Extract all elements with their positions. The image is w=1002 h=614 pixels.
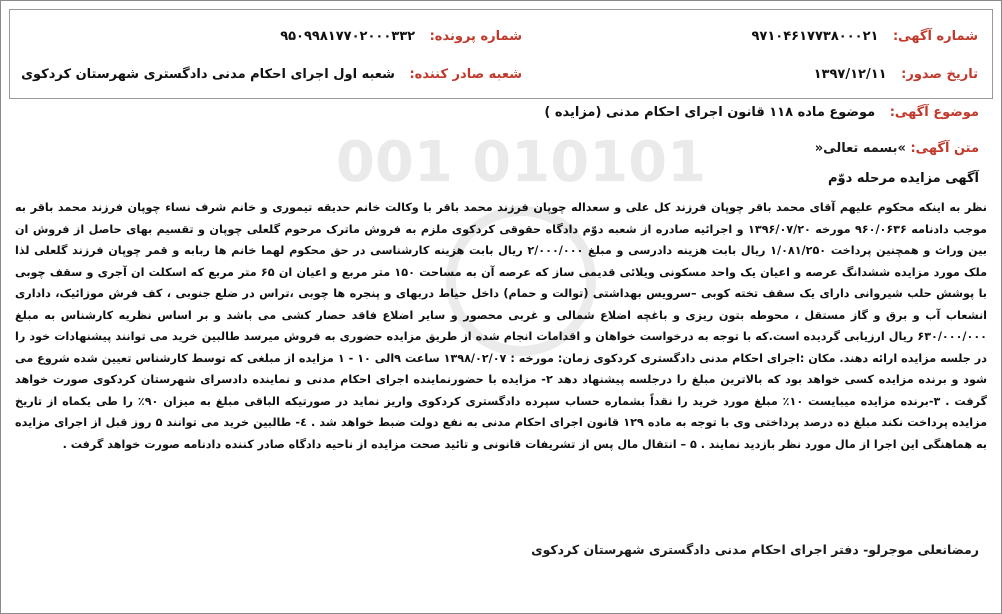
ad-number: ۹۷۱۰۴۶۱۷۷۳۸۰۰۰۲۱ <box>751 29 879 44</box>
case-number-row <box>280 28 522 46</box>
issuer-label: شعبه صادر کننده: <box>409 67 522 82</box>
notice-heading: آگهی مزایده مرحله دوّم <box>828 171 979 186</box>
text-label: متن آگهی: <box>910 141 979 156</box>
case-number-label: شماره پرونده: <box>429 29 522 44</box>
ad-number-row <box>752 28 979 46</box>
issue-date-label: تاریخ صدور: <box>901 67 978 82</box>
subject-label: موضوع آگهی: <box>889 105 979 120</box>
issuer-row <box>21 66 522 84</box>
text-label-row <box>815 141 979 156</box>
watermark-text: 010101 001 <box>335 130 707 195</box>
subject-row <box>544 105 979 120</box>
ad-number-label: شماره آگهی: <box>892 29 978 44</box>
issuer: شعبه اول اجرای احکام مدنی دادگستری شهرستان کردکوی <box>21 67 395 82</box>
signature: رمضانعلی موجرلو- دفتر اجرای احکام مدنی دادگستری شهرستان کردکوی <box>531 542 979 557</box>
issue-date-row <box>814 66 978 84</box>
case-number: ۹۵۰۹۹۸۱۷۷۰۲۰۰۰۳۳۲ <box>280 29 416 44</box>
issue-date: ۱۳۹۷/۱۲/۱۱ <box>813 67 887 82</box>
subject-text: موضوع ماده ۱۱۸ قانون اجرای احکام مدنی (مزایده ) <box>544 105 876 120</box>
notice-body: نظر به اینکه محکوم علیهم آقای محمد باقر چوپان فرزند کل علی و سعداله چوپان فرزند محمد باقر با وکالت خانم حدیقه تیموری و خانم شرف نساء چوپان فرزند محمد باقر به موجب دادنامه ۹۶۰/۰۶۳۶ مورخه ۱۳۹۶/۰۷/۲۰ و اجرائیه صادره از شعبه دوّم دادگاه حقوقی کردکوی ملزم به فروش ماترک مرحوم گلعلی چوپان و تقسیم بهای حاصل از فروش ان بین وراث و همچنین پرداخت ۱/۰۸۱/۲۵۰ ریال بابت هزینه دادرسی و مبلغ ۲/۰۰۰/۰۰۰ ریال بابت هزینه کارشناسی در حق محکوم لهما خانم ها ربابه و قمر چوپان فرزند گلعلی لذا ملک مورد مزایده ششدانگ عرصه و اعیان یک واحد مسکونی ویلائی قدیمی ساز که عرصه آن به مساحت ۱۵۰ متر مربع و اعیان ان ۶۵ متر مربع که اسکلت ان آجری و سقف چوبی با پوشش حلب شیروانی دارای یک سقف تخته کوبی –سرویس بهداشتی (توالت و حمام) داخل حیاط دربهای و پنجره ها چوبی ،تراس در ضلع جنوبی ، کف فرش موزائیک، داداری انشعاب آب و برق و گاز مستقل ، محوطه بتون ریزی و باغچه اضلاع شمالی و غربی محصور و سایر اضلاع فاقد حصار کشی می باشد و بر اساس نظریه کارشناس به مبلغ ۶۳۰/۰۰۰/۰۰۰ ریال ارزیابی گردیده است.که با توجه به درخواست خواهان و اقدامات انجام شده از طریق مزایده حضوری به فروش میرسد طالبین خرید می توانند پیشنهادات خود را در جلسه مزایده ارائه دهند. مکان :اجرای احکام مدنی دادگستری کردکوی زمان: مورخه : ۱۳۹۸/۰۲/۰۷ ساعت ۹الی ۱۰ - ۱ مزایده از مبلغی که توسط کارشناس تعیین شده شروع می شود و برنده مزایده کسی خواهد بود که بالاترین مبلغ را درجلسه پیشنهاد دهد ۲- مزایده با حضورنماینده اجرای احکام مدنی و نماینده دادسرای شهرستان کردکوی صورت خواهد گرفت . ۳-برنده مزایده میبایست ۱۰٪ مبلغ مورد خرید را نقداً بشماره حساب سپرده دادگستری کردکوی واریز نماید در صورتیکه الباقی مبلغ به میزان ۹۰٪ را طی یکماه از تاریخ مزایده پرداخت نکند مبلغ ده درصد پرداختی وی با توجه به ماده ۱۲۹ قانون اجرای احکام مدنی به نفع دولت ضبط خواهد شد . ٤- طالبین خرید می توانند ۵ روز قبل از اجرای مزایده به هماهنگی این اجرا از مال مورد نظر بازدید نمایند . ۵ – انتقال مال پس از تشریفات قانونی و تائید صحت مزایده از ناحیه دادگاه صادر کننده دادنامه صورت خواهد گرفت . <box>15 201 988 451</box>
notice-header <box>9 9 993 99</box>
text-opening: »بسمه تعالی« <box>814 141 906 156</box>
